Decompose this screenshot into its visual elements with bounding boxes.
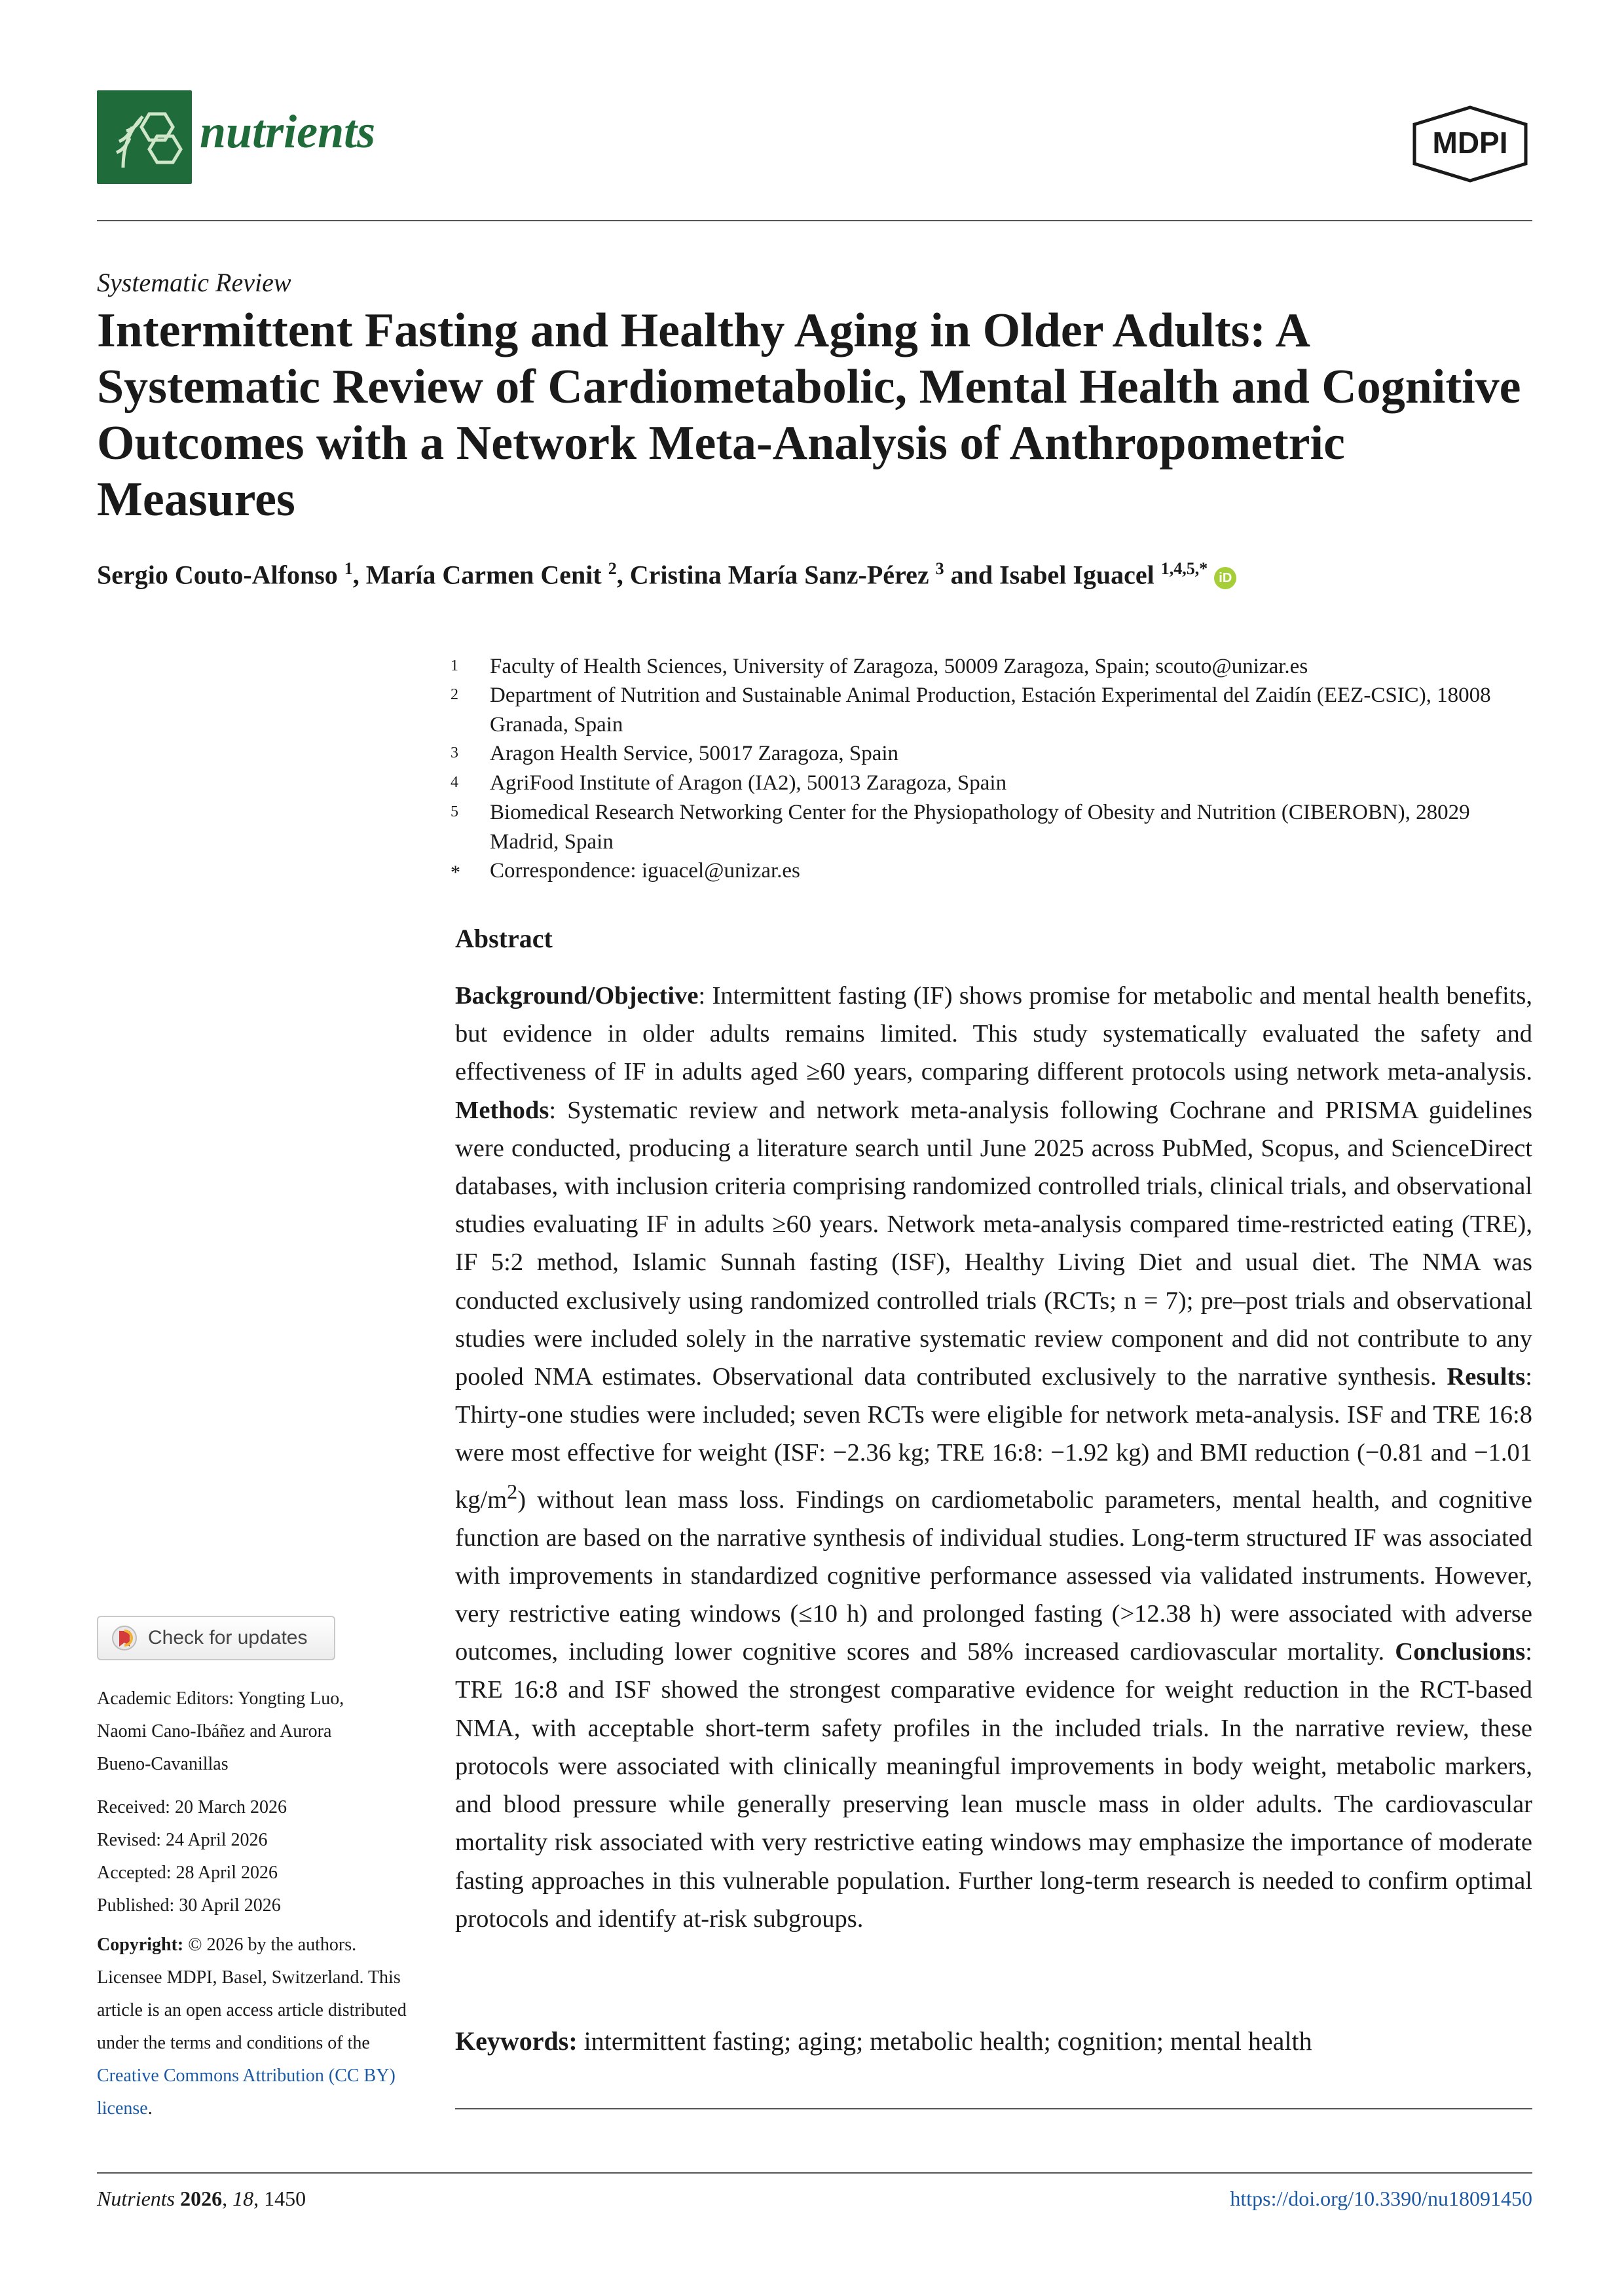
date-accepted: Accepted: 28 April 2026	[97, 1863, 278, 1883]
keywords-label: Keywords:	[455, 2026, 578, 2056]
date-revised: Revised: 24 April 2026	[97, 1830, 268, 1850]
keywords	[455, 2026, 1532, 2056]
abstract-results-cont: ) without lean mass loss. Findings on cardiometabolic parameters, mental health, and cognitive function are based on the narrative synthesis of individual studies. Long-term structured IF was associated with improvements in standardized cognitive performance assessed via validated instruments. However, very restrictive eating windows (≤10 h) and prolonged fasting (>12.38 h) were associated with adverse outcomes, including lower cognitive scores and 58% increased cardiovascular mortality.	[455, 1485, 1532, 1666]
affiliation-number: 5	[451, 803, 458, 820]
journal-logo-icon	[97, 90, 192, 184]
header-divider	[97, 220, 1532, 221]
author-name[interactable]: Sergio Couto-Alfonso	[97, 560, 338, 590]
footer-citation	[97, 2187, 306, 2211]
author-affiliation-sup: 2	[608, 559, 617, 578]
author-name[interactable]: Isabel Iguacel	[999, 560, 1154, 590]
author-affiliation-sup: 1	[344, 559, 353, 578]
mdpi-logo-icon[interactable]	[1408, 105, 1532, 183]
abstract-background: : Intermittent fasting (IF) shows promise for metabolic and mental health benefits, but evidence in older adults remains limited. This study systematically evaluated the safety and effectiveness of IF in adults aged ≥60 years, comparing different protocols using network meta-analysis.	[455, 982, 1532, 1086]
footer-volume: 18	[232, 2187, 254, 2210]
author-name[interactable]: Cristina María Sanz-Pérez	[629, 560, 929, 590]
affiliation-number: *	[451, 862, 460, 883]
footer-divider	[97, 2172, 1532, 2174]
date-published: Published: 30 April 2026	[97, 1895, 281, 1916]
abstract-label-results: Results	[1447, 1363, 1526, 1391]
affiliation-text: Faculty of Health Sciences, University of Zaragoza, 50009 Zaragoza, Spain; scouto@unizar.es	[490, 655, 1308, 678]
article-title: Intermittent Fasting and Healthy Aging in Older Adults: A Systematic Review of Cardiometabolic, Mental Health and Cognitive Outcomes with a Network Meta-Analysis of Anthropometric Measures	[97, 304, 1521, 526]
author-separator: ,	[616, 560, 630, 590]
academic-editors: Academic Editors: Yongting Luo, Naomi Cano-Ibáñez and Aurora Bueno-Cavanillas	[97, 1688, 344, 1774]
affiliation-text: Aragon Health Service, 50017 Zaragoza, Spain	[490, 742, 899, 765]
check-for-updates-button[interactable]	[97, 1616, 335, 1660]
copyright-label: Copyright:	[97, 1935, 184, 1955]
check-updates-label: Check for updates	[148, 1627, 308, 1649]
copyright-text: © 2026 by the authors. Licensee MDPI, Basel, Switzerland. This article is an open access article distributed under the terms and conditions of the	[97, 1935, 407, 2053]
publisher-name: MDPI	[1432, 126, 1508, 160]
author-name[interactable]: María Carmen Cenit	[365, 560, 602, 590]
unit-superscript: 2	[507, 1479, 518, 1503]
abstract-body	[455, 977, 1532, 1938]
author-separator: and	[944, 560, 1000, 590]
affiliation-text: Department of Nutrition and Sustainable Animal Production, Estación Experimental del Zaidín (EEZ-CSIC), 18008 Granada, Spain	[490, 683, 1491, 737]
journal-name: nutrients	[200, 105, 376, 158]
abstract-results: : Thirty-one studies were included; seven RCTs were eligible for network meta-analysis. ISF and TRE 16:8 were most effective for weight (ISF: −2.36 kg; TRE 16:8: −1.92 kg) and BMI reduction (−0.81 and −1.01 kg/m	[455, 1363, 1532, 1514]
affiliation-number: 3	[451, 744, 458, 761]
doi-link[interactable]: https://doi.org/10.3390/nu18091450	[1230, 2187, 1532, 2210]
affiliation-number: 4	[451, 774, 458, 791]
abstract-label-background: Background/Objective	[455, 982, 699, 1010]
footer-article-number: 1450	[264, 2187, 306, 2210]
abstract-methods: : Systematic review and network meta-analysis following Cochrane and PRISMA guidelines were conducted, producing a literature search until June 2025 across PubMed, Scopus, and ScienceDirect databases, with inclusion criteria comprising randomized controlled trials, clinical trials, and observational studies evaluating IF in adults ≥60 years. Network meta-analysis compared time-restricted eating (TRE), IF 5:2 method, Islamic Sunnah fasting (ISF), Healthy Living Diet and usual diet. The NMA was conducted exclusively using randomized controlled trials (RCTs; n = 7); pre–post trials and observational studies were included solely in the narrative systematic review component and did not contribute to any pooled NMA estimates. Observational data contributed exclusively to the narrative synthesis.	[455, 1096, 1532, 1391]
author-affiliation-sup: 1,4,5,*	[1160, 559, 1208, 578]
check-updates-icon	[111, 1625, 138, 1651]
date-received: Received: 20 March 2026	[97, 1797, 287, 1817]
correspondence: Correspondence: iguacel@unizar.es	[490, 859, 800, 883]
footer-sep: ,	[222, 2187, 233, 2210]
author-list	[97, 559, 1538, 590]
affiliation-number: 2	[451, 686, 458, 703]
abstract-label-methods: Methods	[455, 1096, 549, 1124]
author-separator: ,	[352, 560, 366, 590]
keywords-text: intermittent fasting; aging; metabolic health; cognition; mental health	[577, 2026, 1312, 2056]
affiliation-number: 1	[451, 657, 458, 674]
license-link[interactable]: Creative Commons Attribution (CC BY) license	[97, 2066, 396, 2119]
footer-journal: Nutrients	[97, 2187, 175, 2210]
footer-sep: ,	[253, 2187, 265, 2210]
abstract-label-conclusions: Conclusions	[1395, 1638, 1526, 1666]
orcid-icon[interactable]: iD	[1214, 567, 1236, 589]
footer-year: 2026	[180, 2187, 223, 2210]
affiliation-text: AgriFood Institute of Aragon (IA2), 50013 Zaragoza, Spain	[490, 771, 1007, 795]
copyright-notice	[97, 1929, 424, 2125]
abstract-divider	[455, 2108, 1532, 2109]
abstract-conclusions: : TRE 16:8 and ISF showed the strongest comparative evidence for weight reduction in the RCT-based NMA, with acceptable short-term safety profiles in the included trials. In the narrative review, these protocols were associated with clinically meaningful improvements in body weight, metabolic markers, and blood pressure while generally preserving lean muscle mass in older adults. The cardiovascular mortality risk associated with very restrictive eating windows may emphasize the importance of moderate fasting approaches in this vulnerable population. Further long-term research is needed to confirm optimal protocols and identify at-risk subgroups.	[455, 1638, 1532, 1933]
author-affiliation-sup: 3	[935, 559, 944, 578]
article-type: Systematic Review	[97, 268, 291, 297]
abstract-heading: Abstract	[455, 924, 553, 953]
affiliation-text: Biomedical Research Networking Center for the Physiopathology of Obesity and Nutrition (CIBEROBN), 28029 Madrid, Spain	[490, 801, 1470, 854]
copyright-end: .	[147, 2098, 153, 2119]
